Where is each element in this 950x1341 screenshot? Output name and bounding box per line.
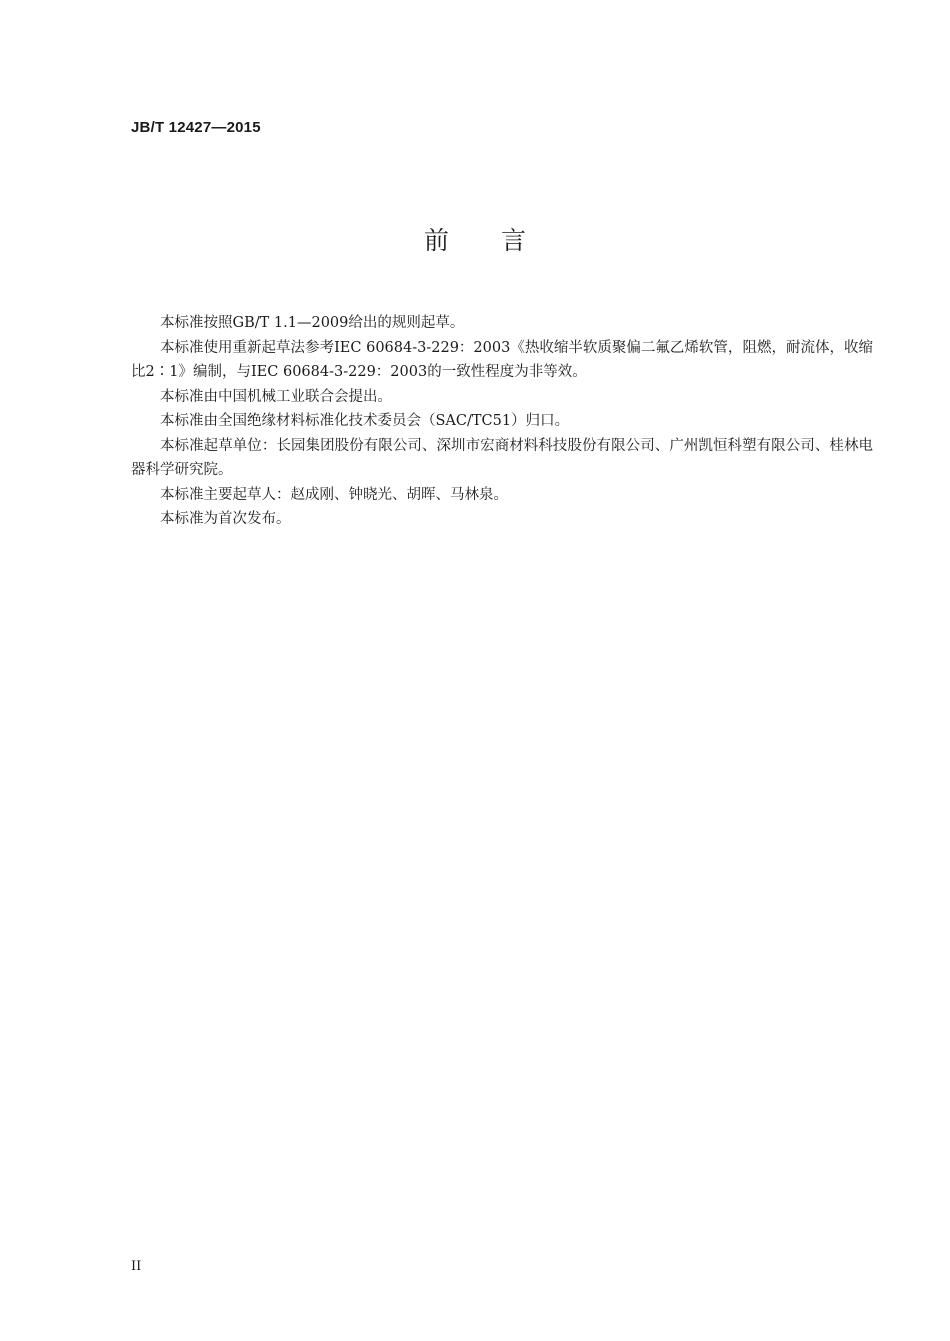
- paragraph-first-release: 本标准为首次发布。: [160, 511, 291, 527]
- paragraph-centralized-by: 本标准由全国绝缘材料标准化技术委员会（SAC/TC51）归口。: [160, 413, 570, 429]
- foreword-body: [131, 311, 873, 532]
- document-code: JB/T 12427—2015: [131, 119, 261, 136]
- paragraph-proposed-by: 本标准由中国机械工业联合会提出。: [160, 388, 392, 405]
- paragraph-drafters: 本标准主要起草人：赵成刚、钟晓光、胡晖、马林泉。: [160, 486, 508, 503]
- title-char-2: 言: [501, 226, 527, 255]
- paragraph-reference-standard: 本标准使用重新起草法参考IEC 60684-3-229：2003《热收缩半软质聚偏二氟乙烯软管，阻燃，耐流体，收缩比2∶1》编制，与IEC 60684-3-229：2003的一致性程度为非等效。: [131, 339, 873, 380]
- paragraph-drafting-units: 本标准起草单位：长园集团股份有限公司、深圳市宏商材料科技股份有限公司、广州凯恒科塑有限公司、桂林电器科学研究院。: [131, 437, 873, 478]
- paragraph-drafting-rules: 本标准按照GB/T 1.1—2009给出的规则起草。: [160, 315, 465, 331]
- title-char-1: 前: [423, 226, 449, 255]
- page-number: II: [131, 1259, 142, 1274]
- foreword-title: [0, 224, 950, 258]
